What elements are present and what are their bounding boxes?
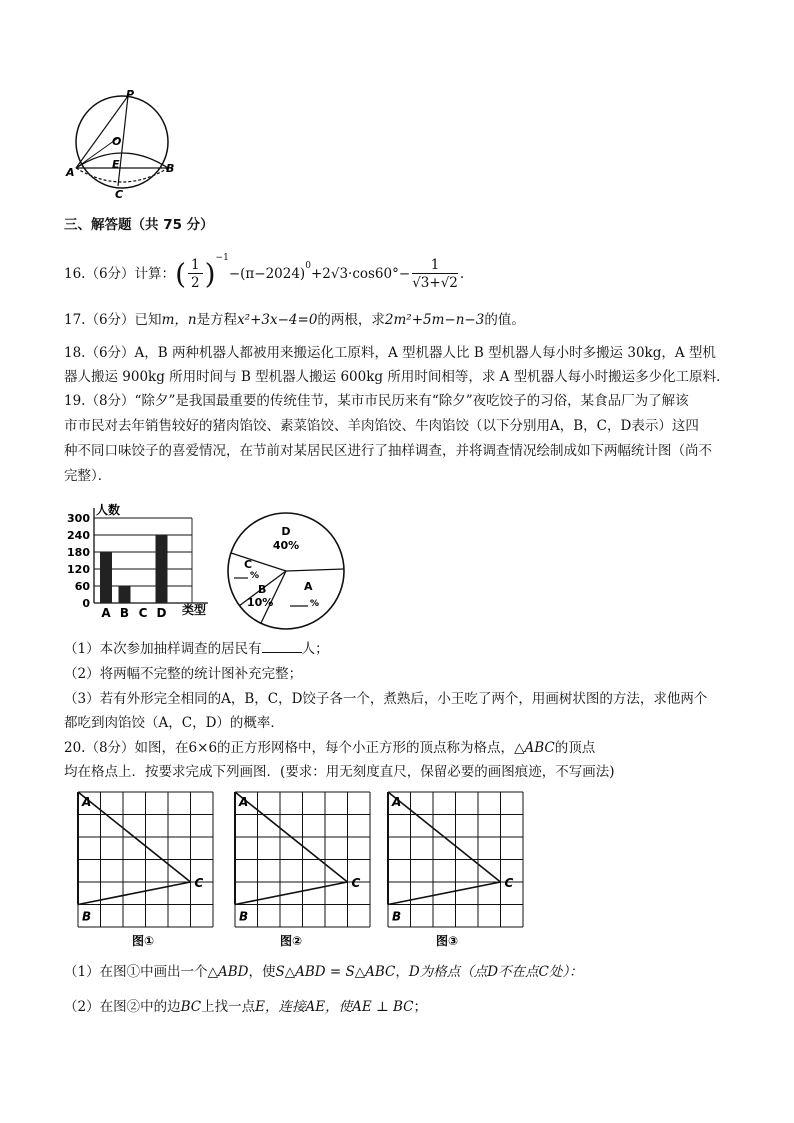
caption-fig1: 图① xyxy=(132,934,155,948)
point-label-P: P xyxy=(126,88,135,101)
bar-chart-xlabel: 类型 xyxy=(182,603,207,617)
q20-sub2-c: 上找一点 xyxy=(201,999,256,1015)
bar-chart xyxy=(60,500,220,625)
q20-sub1-c: ， xyxy=(395,964,409,980)
q16-frac-num: 1 xyxy=(188,257,203,274)
q20-line1-prefix: 20.（8分）如图，在6×6的正方形网格中，每个小正方形的顶点称为格点， xyxy=(64,740,515,756)
point-label-A: A xyxy=(66,166,75,179)
circle-geometry-figure xyxy=(60,88,190,203)
q20-line1-suffix: 的顶点 xyxy=(554,740,596,756)
bar-A xyxy=(100,552,112,603)
q19-sub1-suffix: 人； xyxy=(301,641,329,657)
point-label-O: O xyxy=(112,135,122,148)
grid-figure-1 xyxy=(78,792,213,927)
vertex-label-C: C xyxy=(351,876,361,890)
bar-D xyxy=(156,535,168,603)
q17-expr: 2m²+5m−n−3 xyxy=(384,312,485,328)
q20-sub2-b: BC xyxy=(180,999,202,1015)
point-label-E: E xyxy=(112,158,120,171)
segment-BC xyxy=(388,882,501,905)
q16-frac2-num: 1 xyxy=(412,257,458,274)
q19-sub3-line1: （3）若有外形完全相同的A，B，C，D饺子各一个，煮熟后，小王吃了两个，用画树状图的方法，求他两个 xyxy=(64,691,708,707)
point-label-B: B xyxy=(166,162,175,175)
q16-term-b: +2√3·cos60°− xyxy=(310,266,411,282)
caption-fig2: 图② xyxy=(280,934,303,948)
bar-ytick-label: 180 xyxy=(67,546,90,559)
bar-category-label: B xyxy=(119,606,130,620)
q16-frac2-den: √3+√2 xyxy=(412,275,458,291)
pie-label-D: D xyxy=(281,525,291,538)
q20-sub1-d: D为格点（点 xyxy=(408,964,488,980)
q17-mid2: 的两根，求 xyxy=(317,312,385,328)
vertex-label-A: A xyxy=(239,795,249,809)
question-19-line3: 种不同口味饺子的喜爱情况，在节前对某居民区进行了抽样调查，并将调查情况绘制成如下两幅统计图（尚不 xyxy=(64,443,712,459)
q20-sub2 xyxy=(64,996,427,1018)
bar-B xyxy=(119,586,131,603)
pie-label-C: C xyxy=(244,558,253,571)
q20-sub2-e: AE，使 xyxy=(305,999,353,1015)
q20-sub1-f: C处）： xyxy=(538,964,583,980)
bar-category-label: A xyxy=(101,606,111,620)
pie-percent-A: % xyxy=(310,599,320,609)
q19-sub1 xyxy=(64,638,329,660)
vertex-label-B: B xyxy=(239,909,249,924)
point-label-C: C xyxy=(115,188,124,201)
question-17 xyxy=(64,309,525,331)
question-18-line1: 18.（6分）A，B 两种机器人都被用来搬运化工原料，A 型机器人比 B 型机器人每小时多搬运 30kg，A 型机 xyxy=(64,345,716,361)
bar-category-label: D xyxy=(156,606,167,620)
bar-ytick-label: 60 xyxy=(74,580,90,593)
q20-sub1-tri: △ABD xyxy=(207,964,249,980)
q20-sub1-e: D不在点 xyxy=(487,964,539,980)
pie-percent-B: 10% xyxy=(247,596,274,609)
grid-figure-3 xyxy=(388,792,523,927)
q20-sub1-eq: S△ABD = S△ABC xyxy=(275,964,396,980)
section-title: 三、解答题（共 75 分） xyxy=(64,217,214,233)
bar-category-label: C xyxy=(138,606,148,620)
q19-sub1-prefix: （1）本次参加抽样调查的居民有 xyxy=(64,641,262,657)
vertex-label-C: C xyxy=(504,876,514,890)
q16-exp0: 0 xyxy=(305,261,311,271)
q19-sub2: （2）将两幅不完整的统计图补充完整； xyxy=(64,666,303,682)
vertex-label-C: C xyxy=(194,876,204,890)
pie-chart xyxy=(220,505,352,637)
bar-ytick-label: 300 xyxy=(67,512,90,525)
question-20-line2: 均在格点上．按要求完成下列画图．(要求：用无刻度直尺，保留必要的画图痕迹，不写画法) xyxy=(64,764,615,780)
grid-figure-2 xyxy=(235,792,370,927)
pie-label-A: A xyxy=(304,580,313,593)
vertex-label-A: A xyxy=(82,795,92,809)
grid-figures xyxy=(70,786,540,956)
q16-term-a: −(π−2024) xyxy=(228,266,306,282)
q17-end: 的值。 xyxy=(484,312,525,328)
q17-prefix: 17.（6分）已知 xyxy=(64,312,162,328)
caption-fig3: 图③ xyxy=(436,934,459,948)
q17-vars: m，n xyxy=(161,312,197,328)
answer-blank[interactable] xyxy=(262,639,302,653)
q20-sub2-a: （2）在图②中的边 xyxy=(64,999,181,1015)
vertex-label-A: A xyxy=(392,795,402,809)
q20-triangle: △ABC xyxy=(514,740,555,756)
bar-chart-ylabel: 人数 xyxy=(96,503,121,517)
pie-percent-C: % xyxy=(250,571,260,581)
question-16: 16.（6分）计算：( $\frac{1}{2}$ )$^{-1}-(\pi-2024)^0+2√3\cdot\cos 60^\circ-$ $\frac{1}{√3+√2}$ . xyxy=(64,253,465,291)
q20-sub2-g: ； xyxy=(413,999,427,1015)
q16-end: . xyxy=(459,266,465,282)
q19-sub3-line2: 都吃到肉馅饺（A，C，D）的概率． xyxy=(64,715,284,731)
bar-ytick-label: 120 xyxy=(67,563,90,576)
bar-ytick-label: 0 xyxy=(82,597,90,610)
q16-exp: −1 xyxy=(215,253,229,263)
question-19-line2: 市市民对去年销售较好的猪肉馅饺、素菜馅饺、羊肉馅饺、牛肉馅饺（以下分别用A，B，C，D表示）这四 xyxy=(64,418,699,434)
question-18-line2: 器人搬运 900kg 所用时间与 B 型机器人搬运 600kg 所用时间相等，求 A 型机器人每小时搬运多少化工原料． xyxy=(64,369,730,385)
question-19-line1: 19.（8分）“除夕”是我国最重要的传统佳节，某市市民历来有“除夕”夜吃饺子的习俗，某食品厂为了解该 xyxy=(64,393,689,409)
q20-sub2-d: E，连接 xyxy=(255,999,306,1015)
q17-equation: x²+3x−4=0 xyxy=(237,312,318,328)
q20-sub1-b: ，使 xyxy=(248,964,276,980)
segment-BC xyxy=(78,882,191,905)
q16-frac-den: 2 xyxy=(191,275,200,291)
vertex-label-B: B xyxy=(392,909,402,924)
q20-sub1 xyxy=(64,961,583,983)
q16-prefix: 16.（6分）计算： xyxy=(64,266,176,282)
pie-label-B: B xyxy=(258,583,267,596)
segment-BC xyxy=(235,882,348,905)
bar-ytick-label: 240 xyxy=(67,529,90,542)
q17-mid: 是方程 xyxy=(196,312,238,328)
pie-percent-D: 40% xyxy=(272,539,300,552)
question-19-line4: 完整）． xyxy=(64,468,112,484)
question-20-line1 xyxy=(64,737,595,759)
q20-sub1-a: （1）在图①中画出一个 xyxy=(64,964,208,980)
q20-sub2-f: AE ⊥ BC xyxy=(352,999,414,1015)
vertex-label-B: B xyxy=(82,909,92,924)
